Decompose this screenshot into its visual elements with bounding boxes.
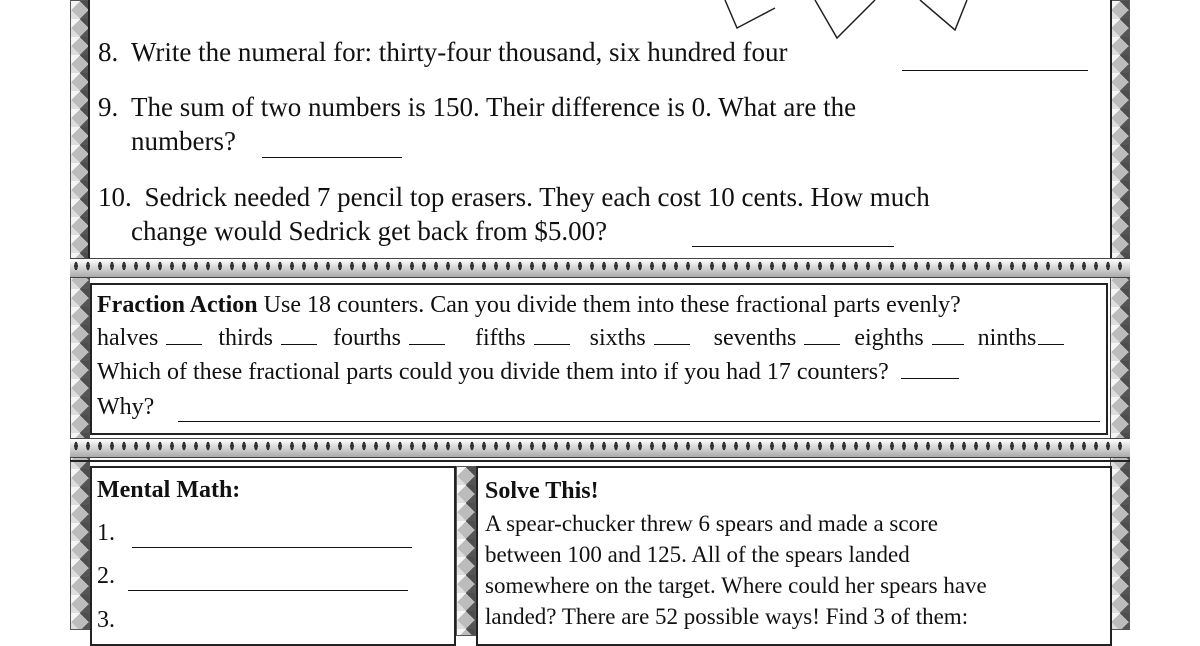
solve-this-line-3: somewhere on the target. Where could her spears have (485, 573, 987, 598)
question-10-continued (131, 218, 607, 245)
fourths-answer-line[interactable] (409, 343, 445, 345)
fraction-parts-row (97, 326, 1064, 350)
question-10-number: 10. (98, 182, 132, 212)
question-8 (98, 39, 788, 66)
question-8-text: Write the numeral for: thirty-four thousand, six hundred four (131, 37, 788, 67)
fraction-action-line1 (97, 293, 961, 317)
mental-math-item-1: 1. (97, 520, 115, 546)
mental-math-item-2: 2. (97, 563, 115, 589)
mental-math-answer-1[interactable] (132, 546, 412, 548)
sixths-answer-line[interactable] (654, 343, 690, 345)
fraction-question-17: Which of these fractional parts could you divide them into if you had 17 counters? (97, 359, 889, 385)
mental-math-title: Mental Math: (97, 477, 241, 503)
halves-answer-line[interactable] (166, 343, 202, 345)
part-fourths: fourths (332, 325, 401, 351)
thirds-answer-line[interactable] (281, 343, 317, 345)
part-sixths: sixths (589, 325, 646, 351)
part-sevenths: sevenths (713, 325, 797, 351)
part-fifths: fifths (474, 325, 526, 351)
mental-math-item-3: 3. (97, 607, 115, 633)
star-drawing-icon (715, 0, 975, 40)
question-9-line1: The sum of two numbers is 150. Their difference is 0. What are the (131, 92, 857, 122)
solve-this-line-2: between 100 and 125. All of the spears landed (485, 542, 910, 567)
fifths-answer-line[interactable] (534, 343, 570, 345)
solve-this-line-4: landed? There are 52 possible ways! Find 3 of them: (485, 604, 969, 629)
question-9-answer-line[interactable] (262, 156, 402, 158)
fraction-why: Why? (97, 394, 155, 420)
ninths-answer-line[interactable] (1038, 343, 1064, 345)
divider-strip-2 (70, 438, 1130, 458)
part-eighths: eighths (854, 325, 924, 351)
frame-right (1110, 0, 1130, 630)
part-ninths: ninths (977, 325, 1037, 351)
seventeen-answer-line[interactable] (901, 377, 959, 379)
fraction-action-title: Fraction Action (97, 292, 258, 318)
fraction-action-line3 (97, 360, 959, 384)
divider-strip-1 (70, 258, 1130, 278)
sevenths-answer-line[interactable] (804, 343, 840, 345)
fraction-action-line4 (97, 395, 154, 419)
question-8-answer-line[interactable] (902, 69, 1088, 71)
part-halves: halves (97, 325, 159, 351)
why-answer-line[interactable] (178, 420, 1100, 422)
mental-math-answer-2[interactable] (128, 589, 408, 591)
solve-this-line-1: A spear-chucker threw 6 spears and made a score (485, 511, 938, 536)
frame-left (70, 0, 90, 630)
solve-this-title: Solve This! (485, 478, 599, 504)
question-9 (98, 94, 856, 121)
question-10 (98, 184, 930, 211)
question-10-line2: change would Sedrick get back from $5.00? (131, 216, 608, 246)
frame-middle (456, 466, 476, 636)
fraction-action-intro: Use 18 counters. Can you divide them into these fractional parts evenly? (263, 292, 961, 318)
eighths-answer-line[interactable] (932, 343, 964, 345)
divider-line-2 (70, 460, 1130, 462)
question-10-answer-line[interactable] (692, 245, 894, 247)
question-10-line1: Sedrick needed 7 pencil top erasers. They each cost 10 cents. How much (144, 182, 930, 212)
question-8-number: 8. (98, 37, 119, 67)
question-9-line2: numbers? (131, 126, 236, 156)
question-9-number: 9. (98, 92, 119, 122)
question-9-continued (131, 128, 236, 155)
part-thirds: thirds (218, 325, 273, 351)
